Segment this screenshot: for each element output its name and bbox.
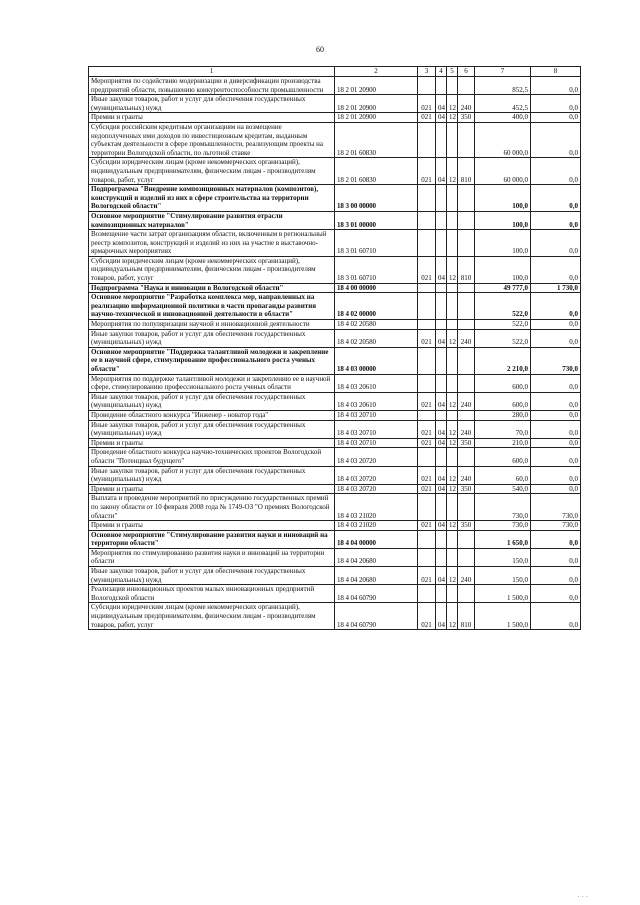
subsection-code: 12 (447, 420, 458, 438)
ministry-code: 021 (418, 521, 436, 531)
section-code (436, 283, 447, 293)
row-name: Выплата и проведение мероприятий по присуждению государственных премий по закону области от 10 февраля 2008 года № 1749-ОЗ "О премиях Вологодской области" (89, 494, 335, 521)
amount-total: 400,0 (475, 113, 531, 123)
subsection-code: 12 (447, 466, 458, 484)
classification-code: 18 4 03 20710 (335, 410, 418, 420)
row-name: Премии и гранты (89, 113, 335, 123)
ministry-code (418, 211, 436, 229)
amount-federal: 0,0 (531, 438, 581, 448)
expense-type-code (458, 548, 475, 566)
section-code: 04 (436, 603, 447, 630)
amount-federal: 0,0 (531, 95, 581, 113)
expense-type-code (458, 122, 475, 157)
section-code (436, 585, 447, 603)
amount-total: 1 500,0 (475, 603, 531, 630)
expense-type-code: 810 (458, 603, 475, 630)
ministry-code (418, 283, 436, 293)
section-code: 04 (436, 158, 447, 185)
expense-type-code (458, 585, 475, 603)
table-row (89, 530, 581, 548)
section-code: 04 (436, 567, 447, 585)
row-name: Иные закупки товаров, работ и услуг для обеспечения государственных (муниципальных) нужд (89, 420, 335, 438)
ministry-code: 021 (418, 466, 436, 484)
amount-federal: 730,0 (531, 347, 581, 374)
amount-total: 852,5 (475, 77, 531, 95)
header-cell: 8 (531, 67, 581, 77)
amount-total: 60 000,0 (475, 158, 531, 185)
amount-federal: 0,0 (531, 211, 581, 229)
table-row (89, 392, 581, 410)
row-name: Подпрограмма "Наука и инновации в Вологодской области" (89, 283, 335, 293)
amount-total: 100,0 (475, 211, 531, 229)
classification-code: 18 4 00 00000 (335, 283, 418, 293)
expense-type-code: 240 (458, 466, 475, 484)
subsection-code (447, 211, 458, 229)
row-name: Субсидии юридическим лицам (кроме некоммерческих организаций), индивидуальным предпринимателям, физическим лицам - производителям товаров, работ, услуг (89, 603, 335, 630)
table-row (89, 548, 581, 566)
section-code: 04 (436, 95, 447, 113)
classification-code: 18 2 01 20900 (335, 113, 418, 123)
row-name: Мероприятия по стимулированию развития науки и инноваций на территории области (89, 548, 335, 566)
amount-federal: 0,0 (531, 158, 581, 185)
subsection-code: 12 (447, 484, 458, 494)
amount-total: 60 000,0 (475, 122, 531, 157)
subsection-code (447, 410, 458, 420)
row-name: Реализация инновационных проектов малых инновационных предприятий Вологодской области (89, 585, 335, 603)
table-row (89, 211, 581, 229)
row-name: Субсидии юридическим лицам (кроме некоммерческих организаций), индивидуальным предпринимателям, физическим лицам - производителям товаров, работ, услуг (89, 158, 335, 185)
amount-total: 60,0 (475, 466, 531, 484)
amount-total: 2 210,0 (475, 347, 531, 374)
amount-total: 1 650,0 (475, 530, 531, 548)
expense-type-code: 240 (458, 329, 475, 347)
expense-type-code: 240 (458, 567, 475, 585)
amount-total: 522,0 (475, 293, 531, 320)
amount-total: 100,0 (475, 185, 531, 212)
amount-federal: 0,0 (531, 392, 581, 410)
expense-type-code (458, 185, 475, 212)
amount-federal: 0,0 (531, 548, 581, 566)
classification-code: 18 2 01 20900 (335, 95, 418, 113)
section-code (436, 530, 447, 548)
budget-table (88, 66, 581, 630)
classification-code: 18 4 04 20680 (335, 548, 418, 566)
classification-code: 18 4 03 20610 (335, 392, 418, 410)
table-row (89, 185, 581, 212)
subsection-code (447, 548, 458, 566)
table-row (89, 230, 581, 257)
section-code (436, 320, 447, 330)
table-row (89, 77, 581, 95)
expense-type-code (458, 211, 475, 229)
amount-total: 100,0 (475, 230, 531, 257)
ministry-code: 021 (418, 329, 436, 347)
subsection-code: 12 (447, 603, 458, 630)
expense-type-code: 240 (458, 420, 475, 438)
amount-total: 540,0 (475, 484, 531, 494)
amount-federal: 0,0 (531, 113, 581, 123)
ministry-code: 021 (418, 438, 436, 448)
amount-federal: 0,0 (531, 230, 581, 257)
subsection-code (447, 347, 458, 374)
classification-code: 18 4 02 00000 (335, 293, 418, 320)
expense-type-code: 810 (458, 256, 475, 283)
ministry-code (418, 548, 436, 566)
section-code (436, 185, 447, 212)
section-code: 04 (436, 113, 447, 123)
subsection-code: 12 (447, 392, 458, 410)
amount-total: 100,0 (475, 256, 531, 283)
table-row (89, 283, 581, 293)
classification-code: 18 4 03 20710 (335, 420, 418, 438)
row-name: Премии и гранты (89, 438, 335, 448)
classification-code: 18 3 01 60710 (335, 256, 418, 283)
ministry-code (418, 494, 436, 521)
subsection-code: 12 (447, 256, 458, 283)
classification-code: 18 4 03 20710 (335, 438, 418, 448)
subsection-code: 12 (447, 567, 458, 585)
amount-federal: 0,0 (531, 320, 581, 330)
classification-code: 18 3 01 60710 (335, 230, 418, 257)
table-row (89, 466, 581, 484)
ministry-code (418, 585, 436, 603)
row-name: Основное мероприятие "Стимулирование развития науки и инноваций на территории области" (89, 530, 335, 548)
table-row (89, 122, 581, 157)
section-code: 04 (436, 438, 447, 448)
amount-total: 730,0 (475, 494, 531, 521)
header-cell: 7 (475, 67, 531, 77)
amount-federal: 0,0 (531, 420, 581, 438)
classification-code: 18 4 04 00000 (335, 530, 418, 548)
table-header-row (89, 67, 581, 77)
row-name: Проведение областного конкурса научно-технических проектов Вологодской области "Потенциал будущего" (89, 448, 335, 466)
expense-type-code (458, 374, 475, 392)
section-code (436, 230, 447, 257)
expense-type-code (458, 530, 475, 548)
amount-total: 150,0 (475, 567, 531, 585)
amount-total: 70,0 (475, 420, 531, 438)
subsection-code: 12 (447, 158, 458, 185)
amount-total: 1 500,0 (475, 585, 531, 603)
subsection-code: 12 (447, 113, 458, 123)
subsection-code: 12 (447, 329, 458, 347)
ministry-code: 021 (418, 603, 436, 630)
expense-type-code: 240 (458, 95, 475, 113)
table-row (89, 420, 581, 438)
subsection-code (447, 585, 458, 603)
scan-marks: · · · (577, 893, 588, 901)
row-name: Премии и гранты (89, 521, 335, 531)
amount-federal: 0,0 (531, 256, 581, 283)
ministry-code: 021 (418, 420, 436, 438)
amount-total: 49 777,0 (475, 283, 531, 293)
row-name: Иные закупки товаров, работ и услуг для обеспечения государственных (муниципальных) нужд (89, 567, 335, 585)
expense-type-code (458, 347, 475, 374)
amount-total: 210,0 (475, 438, 531, 448)
classification-code: 18 2 01 60830 (335, 122, 418, 157)
expense-type-code: 350 (458, 521, 475, 531)
table-row (89, 113, 581, 123)
row-name: Проведение областного конкурса "Инженер - новатор года" (89, 410, 335, 420)
subsection-code (447, 494, 458, 521)
amount-federal: 0,0 (531, 603, 581, 630)
ministry-code: 021 (418, 95, 436, 113)
table-row (89, 320, 581, 330)
table-row (89, 95, 581, 113)
classification-code: 18 2 01 60830 (335, 158, 418, 185)
section-code: 04 (436, 256, 447, 283)
ministry-code (418, 230, 436, 257)
amount-total: 280,0 (475, 410, 531, 420)
amount-federal: 0,0 (531, 448, 581, 466)
ministry-code (418, 185, 436, 212)
ministry-code (418, 77, 436, 95)
row-name: Субсидия российским кредитным организациям на возмещение недополученных ими доходов по инвестиционным кредитам, выданным субъектам деятельности в сфере промышленности, реализующим проекты на территории Вологодской области, по льготной ставке (89, 122, 335, 157)
ministry-code: 021 (418, 392, 436, 410)
subsection-code (447, 283, 458, 293)
classification-code: 18 4 02 20580 (335, 320, 418, 330)
classification-code: 18 4 03 20610 (335, 374, 418, 392)
amount-federal: 0,0 (531, 374, 581, 392)
section-code (436, 347, 447, 374)
table-row (89, 158, 581, 185)
amount-federal: 730,0 (531, 521, 581, 531)
row-name: Основное мероприятие "Поддержка талантливой молодежи и закрепление ее в научной сфере, стимулирование профессионального роста ученых области" (89, 347, 335, 374)
row-name: Субсидии юридическим лицам (кроме некоммерческих организаций), индивидуальным предпринимателям, физическим лицам - производителям товаров, работ, услуг (89, 256, 335, 283)
section-code (436, 494, 447, 521)
amount-federal: 0,0 (531, 466, 581, 484)
subsection-code (447, 122, 458, 157)
subsection-code (447, 374, 458, 392)
table-row (89, 410, 581, 420)
section-code: 04 (436, 484, 447, 494)
expense-type-code (458, 448, 475, 466)
expense-type-code (458, 320, 475, 330)
classification-code: 18 4 03 20720 (335, 484, 418, 494)
ministry-code (418, 293, 436, 320)
amount-federal: 0,0 (531, 329, 581, 347)
table-row (89, 521, 581, 531)
header-cell: 4 (436, 67, 447, 77)
amount-federal: 0,0 (531, 484, 581, 494)
table-row (89, 256, 581, 283)
ministry-code (418, 374, 436, 392)
amount-federal: 730,0 (531, 494, 581, 521)
classification-code: 18 3 01 00000 (335, 211, 418, 229)
subsection-code (447, 448, 458, 466)
subsection-code: 12 (447, 438, 458, 448)
row-name: Премии и гранты (89, 484, 335, 494)
header-cell: 5 (447, 67, 458, 77)
row-name: Иные закупки товаров, работ и услуг для обеспечения государственных (муниципальных) нужд (89, 392, 335, 410)
table-row (89, 567, 581, 585)
header-cell: 2 (335, 67, 418, 77)
expense-type-code (458, 410, 475, 420)
amount-federal: 1 730,0 (531, 283, 581, 293)
classification-code: 18 2 01 20900 (335, 77, 418, 95)
expense-type-code (458, 494, 475, 521)
amount-federal: 0,0 (531, 567, 581, 585)
subsection-code (447, 185, 458, 212)
ministry-code (418, 448, 436, 466)
expense-type-code: 350 (458, 484, 475, 494)
header-cell: 6 (458, 67, 475, 77)
section-code: 04 (436, 392, 447, 410)
classification-code: 18 4 03 20720 (335, 448, 418, 466)
amount-total: 600,0 (475, 448, 531, 466)
classification-code: 18 4 04 20680 (335, 567, 418, 585)
header-cell: 3 (418, 67, 436, 77)
expense-type-code (458, 230, 475, 257)
section-code (436, 211, 447, 229)
subsection-code (447, 530, 458, 548)
amount-total: 452,5 (475, 95, 531, 113)
section-code: 04 (436, 466, 447, 484)
ministry-code: 021 (418, 484, 436, 494)
table-row (89, 347, 581, 374)
ministry-code: 021 (418, 256, 436, 283)
row-name: Иные закупки товаров, работ и услуг для обеспечения государственных (муниципальных) нужд (89, 466, 335, 484)
amount-total: 522,0 (475, 329, 531, 347)
table-body (89, 67, 581, 630)
subsection-code (447, 293, 458, 320)
expense-type-code (458, 293, 475, 320)
row-name: Мероприятия по популяризации научной и инновационной деятельности (89, 320, 335, 330)
ministry-code (418, 410, 436, 420)
amount-federal: 0,0 (531, 122, 581, 157)
amount-total: 522,0 (475, 320, 531, 330)
row-name: Основное мероприятие "Разработка комплекса мер, направленных на реализацию информационной политики в части пропаганды развития научно-технической и инновационной деятельности в области" (89, 293, 335, 320)
amount-total: 600,0 (475, 374, 531, 392)
ministry-code (418, 122, 436, 157)
row-name: Возмещение части затрат организациям области, включенным в региональный реестр композитов, конструкций и изделий из них на участие в выставочно-ярмарочных мероприятиях (89, 230, 335, 257)
classification-code: 18 4 04 60790 (335, 603, 418, 630)
header-cell: 1 (89, 67, 335, 77)
section-code: 04 (436, 521, 447, 531)
ministry-code: 021 (418, 158, 436, 185)
table-row (89, 484, 581, 494)
expense-type-code: 810 (458, 158, 475, 185)
classification-code: 18 3 00 00000 (335, 185, 418, 212)
expense-type-code: 240 (458, 392, 475, 410)
section-code (436, 77, 447, 95)
amount-federal: 0,0 (531, 185, 581, 212)
classification-code: 18 4 02 20580 (335, 329, 418, 347)
row-name: Мероприятия по поддержке талантливой молодежи и закреплению ее в научной сфере, стимулированию профессионального роста ученых области (89, 374, 335, 392)
table-row (89, 585, 581, 603)
row-name: Иные закупки товаров, работ и услуг для обеспечения государственных (муниципальных) нужд (89, 95, 335, 113)
table-row (89, 329, 581, 347)
row-name: Мероприятия по содействию модернизации и диверсификации производства предприятий области, повышению конкурентоспособности промышленности (89, 77, 335, 95)
expense-type-code (458, 283, 475, 293)
amount-federal: 0,0 (531, 585, 581, 603)
page-number: 60 (316, 45, 324, 54)
section-code (436, 122, 447, 157)
section-code (436, 293, 447, 320)
amount-federal: 0,0 (531, 410, 581, 420)
table-row (89, 438, 581, 448)
section-code (436, 410, 447, 420)
table-row (89, 374, 581, 392)
classification-code: 18 4 03 20720 (335, 466, 418, 484)
ministry-code (418, 320, 436, 330)
ministry-code (418, 347, 436, 374)
subsection-code: 12 (447, 95, 458, 113)
ministry-code: 021 (418, 567, 436, 585)
amount-total: 150,0 (475, 548, 531, 566)
subsection-code (447, 320, 458, 330)
amount-federal: 0,0 (531, 77, 581, 95)
classification-code: 18 4 03 21020 (335, 521, 418, 531)
ministry-code: 021 (418, 113, 436, 123)
section-code (436, 374, 447, 392)
expense-type-code: 350 (458, 113, 475, 123)
row-name: Иные закупки товаров, работ и услуг для обеспечения государственных (муниципальных) нужд (89, 329, 335, 347)
expense-type-code (458, 77, 475, 95)
section-code (436, 548, 447, 566)
classification-code: 18 4 03 21020 (335, 494, 418, 521)
expense-type-code: 350 (458, 438, 475, 448)
amount-federal: 0,0 (531, 293, 581, 320)
table-row (89, 448, 581, 466)
amount-total: 730,0 (475, 521, 531, 531)
classification-code: 18 4 03 00000 (335, 347, 418, 374)
row-name: Подпрограмма "Внедрение композиционных материалов (композитов), конструкций и изделий из них в сфере строительства на территории Вологодской области" (89, 185, 335, 212)
section-code: 04 (436, 420, 447, 438)
classification-code: 18 4 04 60790 (335, 585, 418, 603)
table-row (89, 494, 581, 521)
subsection-code (447, 230, 458, 257)
ministry-code (418, 530, 436, 548)
amount-federal: 0,0 (531, 530, 581, 548)
subsection-code (447, 77, 458, 95)
row-name: Основное мероприятие "Стимулирование развития отрасли композиционных материалов" (89, 211, 335, 229)
amount-total: 600,0 (475, 392, 531, 410)
section-code (436, 448, 447, 466)
section-code: 04 (436, 329, 447, 347)
table-row (89, 293, 581, 320)
subsection-code: 12 (447, 521, 458, 531)
table-row (89, 603, 581, 630)
